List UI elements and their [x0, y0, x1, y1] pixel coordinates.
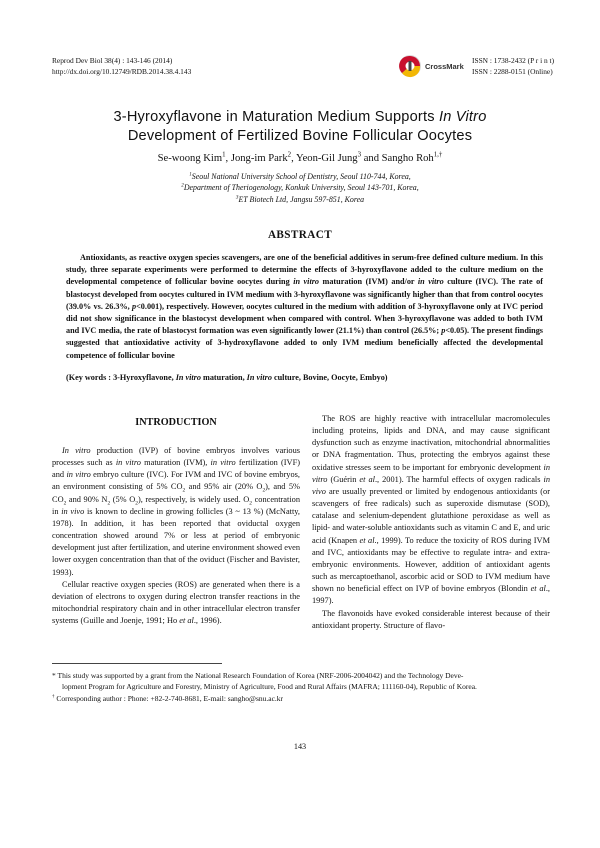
title-line2: Development of Fertilized Bovine Follicular Oocytes: [127, 128, 473, 144]
author-2: Jong-im Park: [230, 153, 288, 164]
author-list: Se-woong Kim$^1$, Jong-im Park$^2$, Yeon-Gil Jung$^3$ and Sangho Roh$^{1,\dagger}$: [157, 151, 443, 164]
affiliation-3: $^3$ET Biotech Ltd, Jangsu 597-851, Korea: [235, 193, 365, 204]
introduction-heading: INTRODUCTION: [135, 417, 217, 428]
footnotes: [52, 670, 550, 704]
journal-citation: Reprod Dev Biol 38(4) : 143-146 (2014): [52, 56, 173, 65]
affiliation-2: $^2$Department of Theriogenology, Konkuk University, Seoul 143-701, Korea,: [181, 182, 419, 193]
keywords: (Key words : 3-Hyroxyflavone, In vitro maturation, In vitro culture, Bovine, Oocyte, Embyo): [66, 373, 388, 382]
abstract-body: Antioxidants, as reactive oxygen species scavengers, are one of the beneficial additives in serum-free defined culture medium. In this study, three separate experiments were performed to determine the effects of 3-hyroxyflavone added to the culture medium on the developmental competence of follicular bovine oocytes during in vitro maturation (IVM) and/or in vitro culture (IVC). The rate of blastocyst developed from oocytes cultured in IVM medium with 3-hyroxyflavone was significantly higher than that from control oocytes (39.0% vs. 26.3%, p<0.001), respectively. However, oocytes cultured in the medium with addition of 3-hyroxyflavone only at IVC period did not show significance in the blastocyst development when compared with control. When 3-hyroxyflavone was added to both IVM and IVC media, the rate of blastocyst formation was even significantly lower (21.1%) than control (26.5%; p<0.05). The present findings suggested that antioxidative activity of 3-hydroxyflavone added to only IVM medium beneficially affected the developmental competence of follicular bovine: [66, 253, 543, 360]
crossmark-label: CrossMark: [425, 61, 464, 71]
intro-paragraph-1: In vitro production (IVP) of bovine embryos involves various processes such as in vitro maturation (IVM), in vitro fertilization (IVF) and in vitro embryo culture (IVC). For IVM and IVC of bovine embryos, an environment consisting of 5% $CO_2$ and 95% air (20% $O_2$), and 5% $CO_2$ and 90% $N_2$ (5% $O_2$), respectively, is widely used. $O_2$ concentration in in vivo is known to decline in growing follicles (3 ~ 13 %) (McNatty, 1978). In addition, it has been reported that oviductal oxygen concentration showed around 7% or less at period of embryonic development just after fertilization, and uterine environment showed even lower oxygen concentration than that of the oviduct (Fischer and Bavister, 1993).: [52, 446, 301, 577]
corresponding-author-footnote: † Corresponding author : Phone: +82-2-740-8681, E-mail: sangho@snu.ac.kr: [52, 693, 284, 703]
header-left: [52, 55, 191, 77]
title-italic: In Vitro: [438, 109, 487, 125]
funding-footnote-line1: * This study was supported by a grant from the National Research Foundation of Korea (NRF-2006-2004042) and the Technology Deve-: [52, 671, 464, 680]
intro-paragraph-4: The flavonoids have evoked considerable interest because of their antioxidant property. Structure of flavo-: [312, 608, 550, 630]
crossmark-icon: [398, 54, 422, 78]
affiliation-1: $^1$Seoul National University School of Dentistry, Seoul 110-744, Korea,: [189, 171, 411, 181]
page-number: 143: [293, 742, 307, 751]
affiliations: [40, 171, 560, 205]
issn-print: ISSN : 1738-2432 (P r i n t): [472, 56, 555, 65]
article-title: [40, 108, 560, 146]
title-line1: 3-Hyroxyflavone in Maturation Medium Supports: [113, 109, 439, 125]
right-column: [312, 413, 550, 632]
funding-footnote-line2: lopment Program for Agriculture and Forestry, Ministry of Agriculture, Food and Rural Affairs (MAFRA; 111160-04), Republic of Korea.: [62, 682, 477, 692]
crossmark-badge[interactable]: [398, 54, 464, 78]
intro-paragraph-3: The ROS are highly reactive with intracellular macromolecules including proteins, lipids and DNA, and may cause significant dysfunction such as enzyme inactivation, mitochondrial abnormalities or DNA fragmentation. Thus, protecting the embryos against these oxidative stresses seem to be important for embryonic development in vitro (Guérin et al., 2001). The harmful effects of oxygen radicals in vivo are usually prevented or limited by endogenous antioxidants (or scavengers of free radicals) such as superoxide dismutase (SOD), catalase and selenium-dependent glutathione peroxidase as well as lipid- and water-soluble antioxidants such as vitamin C and E, and uric acid (Knapen et al., 1999). To reduce the toxicity of ROS during IVM and IVC, antioxidants may be effective to regulate intra- and extra-embryonic environments. However, addition of antioxidant agents such as mercaptoethanol, ascorbic acid or SOD to IVM medium have shown no beneficial effect on IVP of bovine embryos (Blondin et al., 1997).: [312, 414, 551, 606]
abstract-heading: ABSTRACT: [267, 229, 333, 241]
author-1: Se-woong Kim: [157, 153, 223, 164]
author-4: Sangho Roh: [381, 153, 434, 164]
intro-paragraph-2: Cellular reactive oxygen species (ROS) are generated when there is a deviation of electrons to oxygen during electron transfer reactions in the mitochondrial respiratory chain and in other intracellular electron transfer systems (Guille and Joenje, 1991; Ho et al., 1996).: [52, 579, 300, 626]
author-3: Yeon-Gil Jung: [295, 153, 358, 164]
left-column: [52, 445, 300, 627]
footnote-divider: [52, 663, 222, 664]
doi-link[interactable]: http://dx.doi.org/10.12749/RDB.2014.38.4.143: [52, 67, 192, 76]
header-right: [472, 55, 554, 77]
issn-online: ISSN : 2288-0151 (Online): [472, 67, 553, 76]
